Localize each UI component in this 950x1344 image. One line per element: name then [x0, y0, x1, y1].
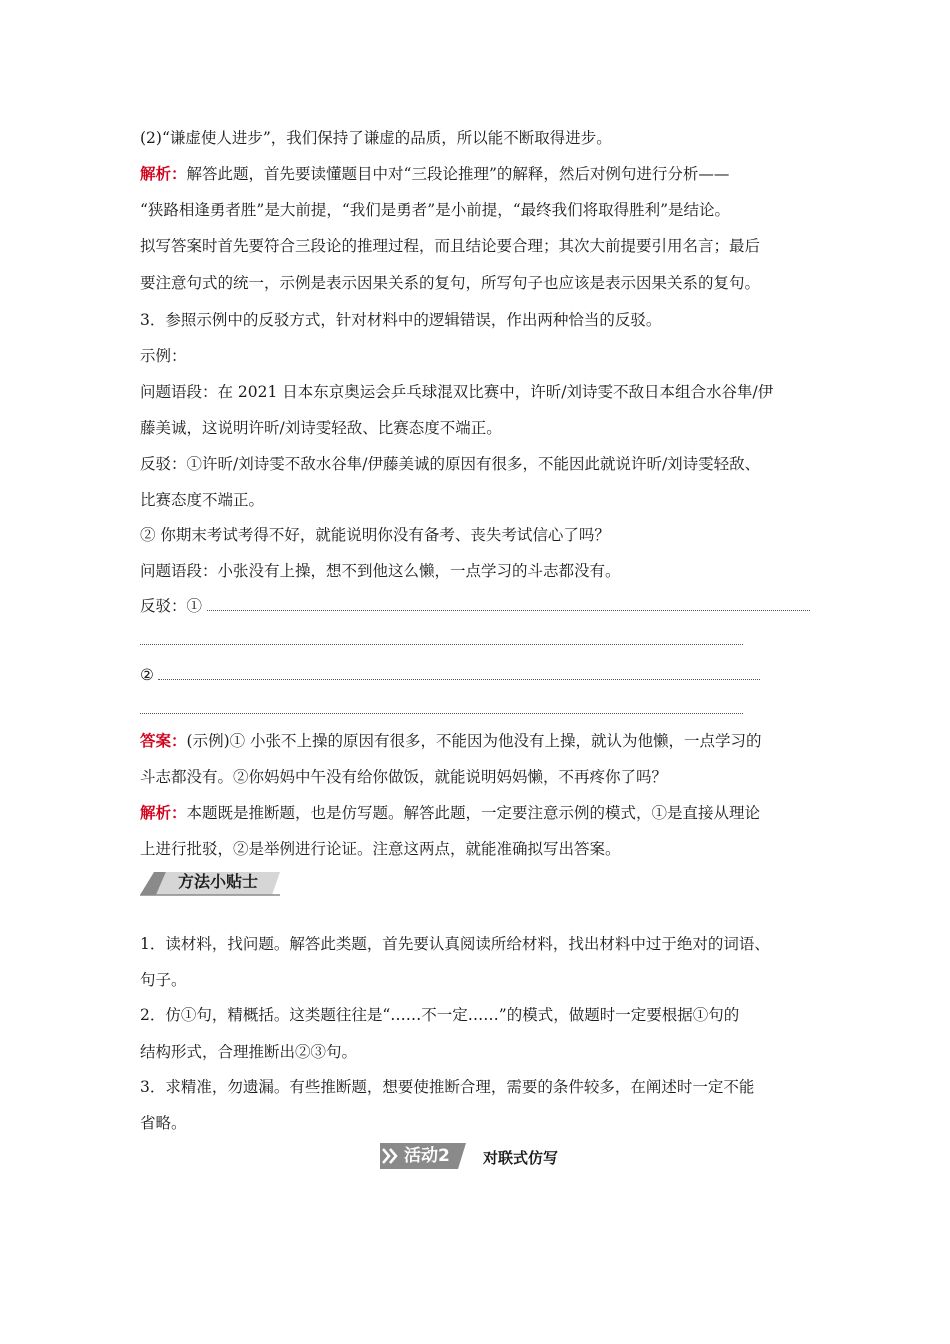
answer-blank-line[interactable] [207, 610, 810, 611]
answer-blank-line[interactable] [140, 644, 743, 645]
tip-3-cont: 省略。 [140, 1114, 187, 1132]
analysis-label: 解析： [140, 803, 187, 822]
analysis-label: 解析： [140, 164, 187, 183]
rebuttal-answer-2-label: ② [140, 666, 154, 684]
tip-3: 3．求精准，勿遗漏。有些推断题，想要使推断合理，需要的条件较多，在阐述时一定不能 [140, 1078, 755, 1096]
analysis-paragraph-1 [140, 164, 840, 184]
rebuttal-example-2: ② 你期末考试考得不好，就能说明你没有备考、丧失考试信心了吗？ [140, 526, 610, 544]
tips-banner [140, 868, 280, 896]
analysis-line: 上进行批驳，②是举例进行论证。注意这两点，就能准确拟写出答案。 [140, 840, 621, 858]
question-2-text: (2)“谦虚使人进步”，我们保持了谦虚的品质，所以能不断取得进步。 [140, 129, 612, 147]
tip-1-cont: 句子。 [140, 971, 187, 989]
analysis-line: 拟写答案时首先要符合三段论的推理过程，而且结论要合理；其次大前提要引用名言；最后 [140, 237, 761, 255]
activity-badge-label: 活动2 [404, 1146, 450, 1166]
analysis-line: 要注意句式的统一，示例是表示因果关系的复句，所写句子也应该是表示因果关系的复句。 [140, 274, 761, 292]
answer-text: (示例)① 小张不上操的原因有很多，不能因为他没有上操，就认为他懒，一点学习的 [186, 732, 762, 750]
activity-title: 对联式仿写 [483, 1149, 559, 1167]
answer-blank-line[interactable] [158, 679, 760, 680]
rebuttal-answer-label: 反驳：① [140, 597, 203, 615]
analysis-text: 本题既是推断题，也是仿写题。解答此题，一定要注意示例的模式，①是直接从理论 [186, 804, 761, 822]
problem-paragraph-2: 问题语段：小张没有上操，想不到他这么懒，一点学习的斗志都没有。 [140, 562, 621, 580]
tip-2-cont: 结构形式，合理推断出②③句。 [140, 1043, 358, 1061]
analysis-line: “狭路相逢勇者胜”是大前提，“我们是勇者”是小前提，“最终我们将取得胜利”是结论。 [140, 201, 731, 219]
answer-paragraph [140, 731, 840, 751]
problem-paragraph: 问题语段：在 2021 日本东京奥运会乒乓球混双比赛中，许昕/刘诗雯不敌日本组合水谷隼/伊 [140, 383, 774, 401]
tips-title: 方法小贴士 [178, 872, 259, 891]
answer-line: 斗志都没有。②你妈妈中午没有给你做饭，就能说明妈妈懒，不再疼你了吗？ [140, 768, 668, 786]
answer-label: 答案： [140, 731, 187, 750]
rebuttal-paragraph: 比赛态度不端正。 [140, 491, 265, 509]
tip-2: 2．仿①句，精概括。这类题往往是“……不一定……”的模式，做题时一定要根据①句的 [140, 1006, 740, 1024]
example-label: 示例： [140, 347, 187, 365]
problem-paragraph: 藤美诚，这说明许昕/刘诗雯轻敌、比赛态度不端正。 [140, 419, 502, 437]
question-3-text: 3．参照示例中的反驳方式，针对材料中的逻辑错误，作出两种恰当的反驳。 [140, 311, 662, 329]
analysis-paragraph-2 [140, 803, 840, 823]
rebuttal-paragraph: 反驳：①许昕/刘诗雯不敌水谷隼/伊藤美诚的原因有很多，不能因此就说许昕/刘诗雯轻敌、 [140, 455, 761, 473]
tip-1: 1．读材料，找问题。解答此类题，首先要认真阅读所给材料，找出材料中过于绝对的词语、 [140, 935, 770, 953]
analysis-text: 解答此题，首先要读懂题目中对“三段论推理”的解释，然后对例句进行分析—— [186, 165, 730, 183]
answer-blank-line[interactable] [140, 713, 743, 714]
